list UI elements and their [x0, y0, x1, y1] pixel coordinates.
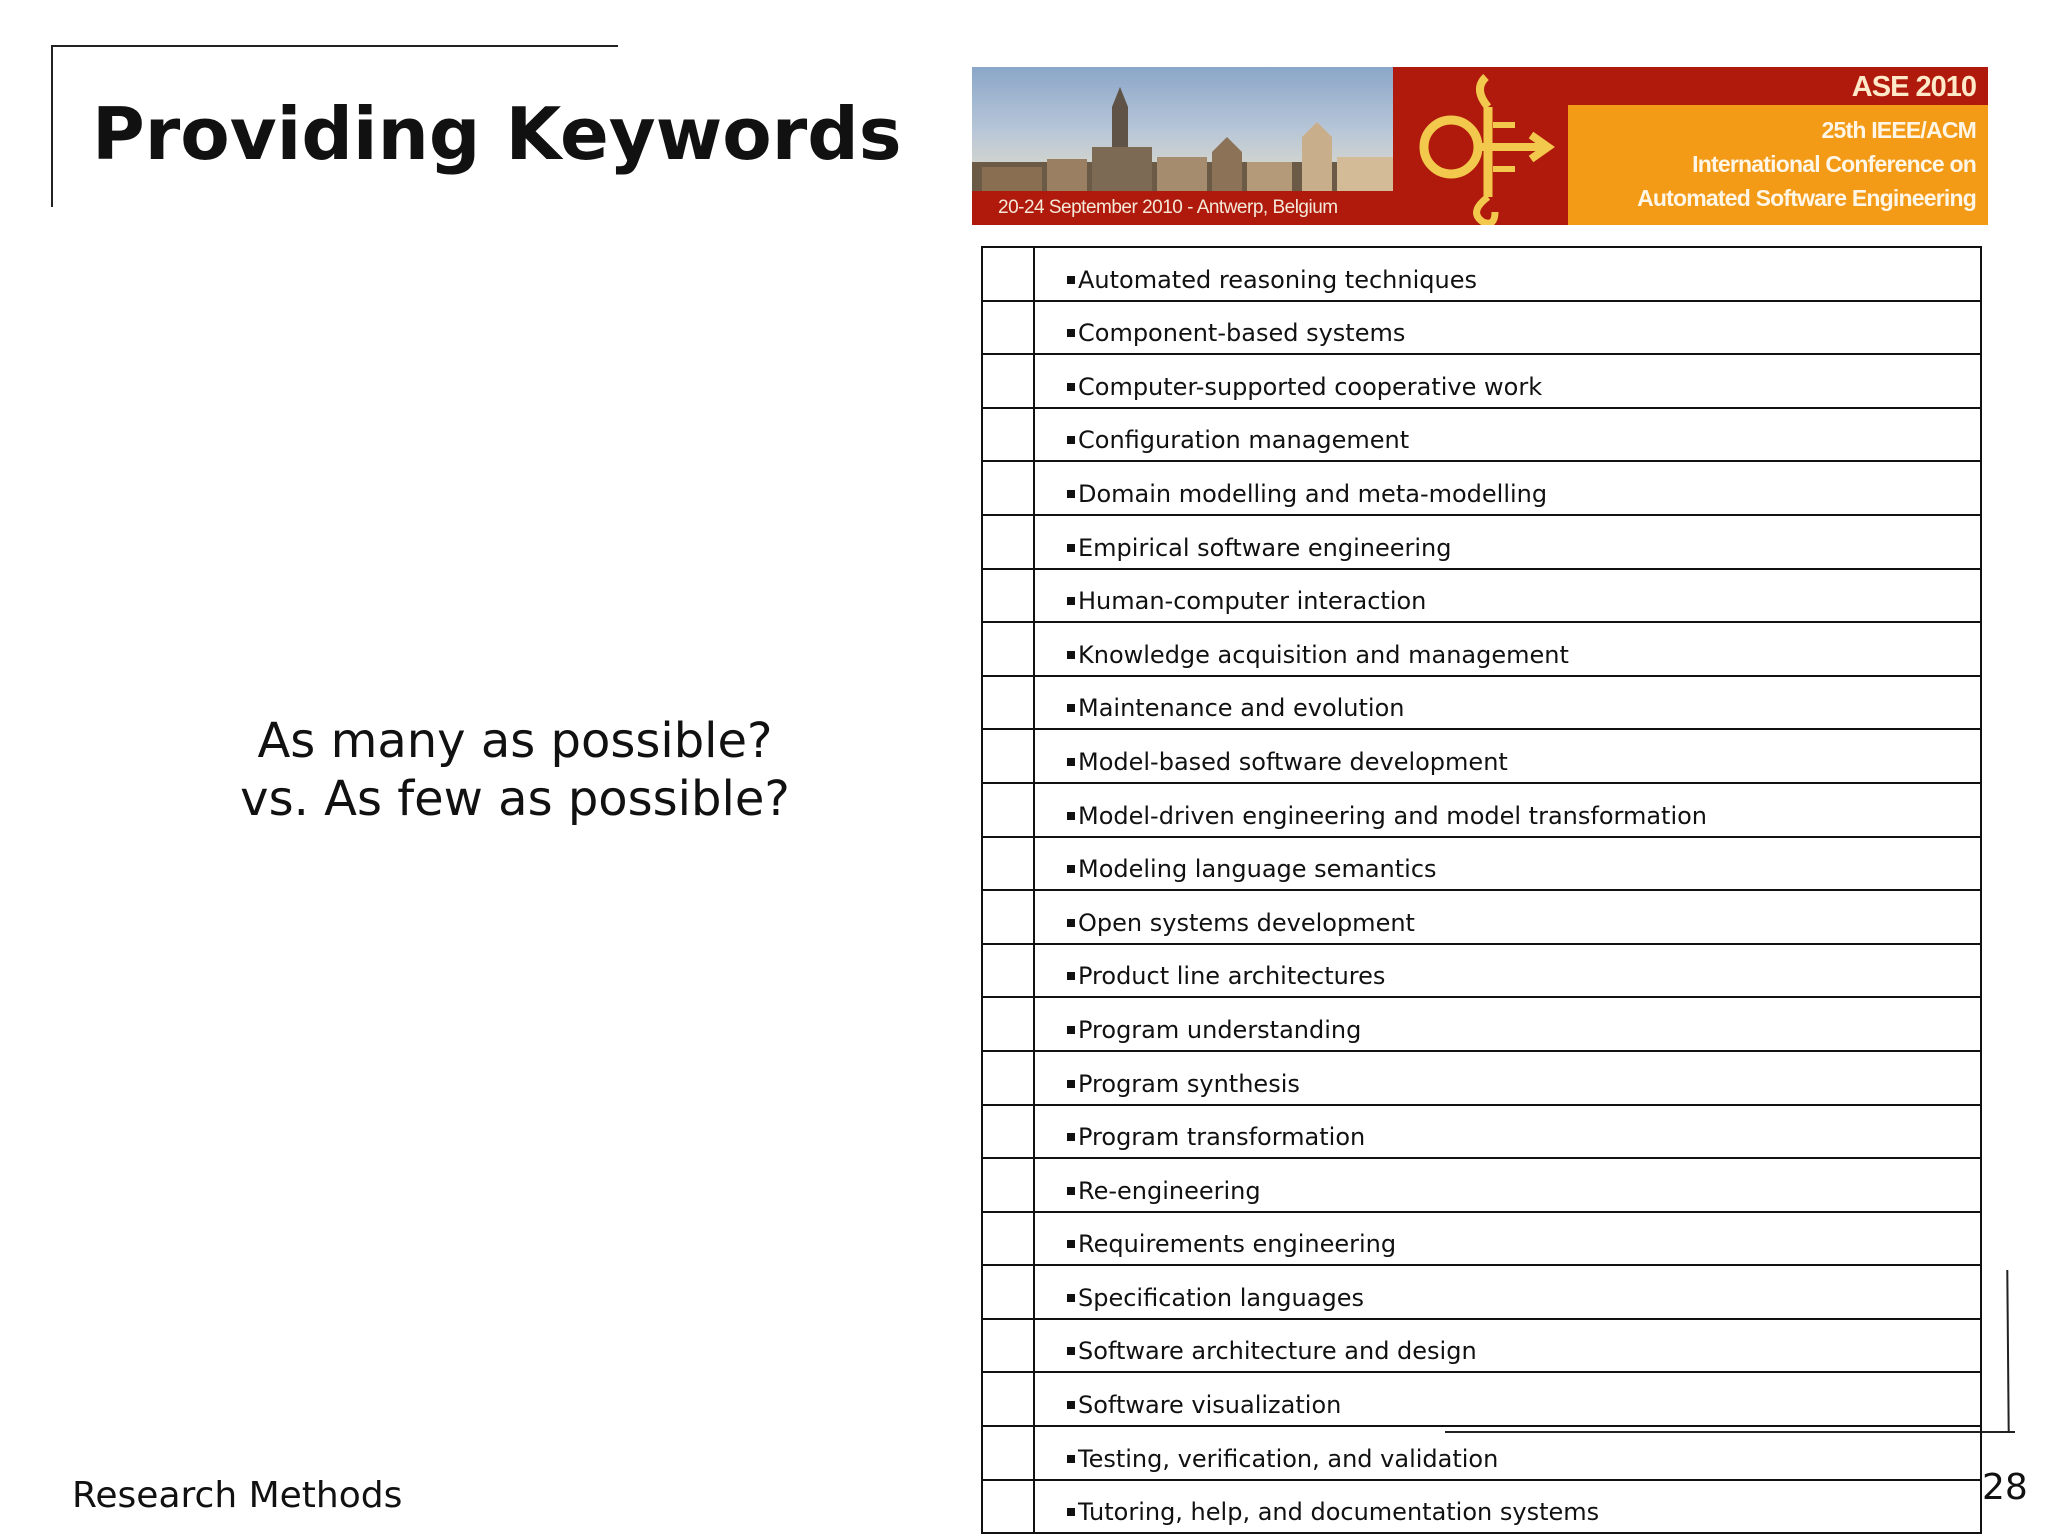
table-row [982, 1051, 1981, 1105]
table-cell-blank [982, 354, 1034, 408]
keyword-label: Product line architectures [1078, 962, 1386, 991]
table-cell-blank [982, 729, 1034, 783]
table-cell-keyword [1034, 247, 1981, 301]
keyword-label: Domain modelling and meta-modelling [1078, 479, 1548, 508]
table-cell-blank [982, 1051, 1034, 1105]
bullet-icon [1067, 972, 1075, 980]
bullet-icon [1067, 1455, 1075, 1463]
table-row [982, 301, 1981, 355]
table-cell-blank [982, 1105, 1034, 1159]
table-row [982, 997, 1981, 1051]
keyword-label: Model-based software development [1078, 747, 1508, 776]
table-cell-keyword [1034, 1051, 1981, 1105]
table-cell-blank [982, 837, 1034, 891]
table-row [982, 1105, 1981, 1159]
table-cell-keyword [1034, 408, 1981, 462]
table-cell-keyword [1034, 729, 1981, 783]
ase-logo-icon [1393, 67, 1568, 225]
question-line-1: As many as possible? [257, 713, 773, 769]
table-cell-keyword [1034, 515, 1981, 569]
keyword-label: Configuration management [1078, 426, 1410, 455]
table-cell-blank [982, 997, 1034, 1051]
table-cell-keyword [1034, 301, 1981, 355]
table-cell-keyword [1034, 1212, 1981, 1266]
table-cell-blank [982, 247, 1034, 301]
conference-line-2: International Conference on [1692, 151, 1976, 177]
table-row [982, 1158, 1981, 1212]
table-row [982, 1212, 1981, 1266]
keyword-label: Program synthesis [1078, 1069, 1300, 1098]
table-cell-keyword [1034, 1426, 1981, 1480]
table-cell-keyword [1034, 622, 1981, 676]
bullet-icon [1067, 1401, 1075, 1409]
bullet-icon [1067, 651, 1075, 659]
bullet-icon [1067, 1026, 1075, 1034]
bullet-icon [1067, 812, 1075, 820]
table-row [982, 461, 1981, 515]
table-cell-keyword [1034, 354, 1981, 408]
table-cell-blank [982, 890, 1034, 944]
bullet-icon [1067, 1080, 1075, 1088]
table-cell-blank [982, 622, 1034, 676]
keyword-label: Program transformation [1078, 1123, 1366, 1152]
bullet-icon [1067, 329, 1075, 337]
keyword-label: Component-based systems [1078, 319, 1406, 348]
table-row [982, 354, 1981, 408]
bullet-icon [1067, 919, 1075, 927]
table-row [982, 944, 1981, 998]
table-cell-blank [982, 569, 1034, 623]
table-row [982, 837, 1981, 891]
conference-short-name: ASE 2010 [1851, 71, 1976, 103]
bullet-icon [1067, 1240, 1075, 1248]
table-row [982, 1426, 1981, 1480]
table-cell-keyword [1034, 783, 1981, 837]
table-cell-keyword [1034, 944, 1981, 998]
slide-title: Providing Keywords [92, 92, 902, 176]
bullet-icon [1067, 436, 1075, 444]
ase-logo [1393, 67, 1568, 225]
conference-line-1: 25th IEEE/ACM [1821, 117, 1976, 143]
bullet-icon [1067, 1187, 1075, 1195]
table-cell-blank [982, 515, 1034, 569]
keyword-label: Specification languages [1078, 1283, 1364, 1312]
table-cell-blank [982, 1158, 1034, 1212]
table-cell-blank [982, 1480, 1034, 1534]
keyword-label: Modeling language semantics [1078, 855, 1437, 884]
table-cell-keyword [1034, 461, 1981, 515]
bullet-icon [1067, 1133, 1075, 1141]
bullet-icon [1067, 1347, 1075, 1355]
bullet-icon [1067, 383, 1075, 391]
table-cell-keyword [1034, 676, 1981, 730]
table-cell-keyword [1034, 1265, 1981, 1319]
bullet-icon [1067, 1508, 1075, 1516]
frame-corner-bottom-vertical [2006, 1270, 2009, 1433]
table-cell-blank [982, 301, 1034, 355]
conference-line-3: Automated Software Engineering [1637, 185, 1976, 211]
keyword-label: Software visualization [1078, 1391, 1342, 1420]
table-cell-keyword [1034, 890, 1981, 944]
table-cell-keyword [1034, 569, 1981, 623]
keyword-label: Re-engineering [1078, 1176, 1261, 1205]
question-text [180, 712, 850, 828]
keyword-label: Automated reasoning techniques [1078, 265, 1477, 294]
table-cell-blank [982, 1426, 1034, 1480]
table-row [982, 408, 1981, 462]
table-cell-blank [982, 783, 1034, 837]
keyword-label: Testing, verification, and validation [1078, 1444, 1499, 1473]
table-row [982, 729, 1981, 783]
table-cell-keyword [1034, 1105, 1981, 1159]
frame-corner-top-vertical [51, 45, 53, 207]
keyword-label: Computer-supported cooperative work [1078, 372, 1543, 401]
keyword-label: Program understanding [1078, 1015, 1362, 1044]
keyword-label: Knowledge acquisition and management [1078, 640, 1569, 669]
footer-course-name: Research Methods [72, 1475, 403, 1516]
keyword-label: Human-computer interaction [1078, 587, 1427, 616]
frame-corner-top [52, 45, 618, 47]
table-cell-blank [982, 1319, 1034, 1373]
conference-title-block [1568, 67, 1988, 225]
table-cell-blank [982, 1265, 1034, 1319]
bullet-icon [1067, 597, 1075, 605]
keyword-label: Model-driven engineering and model transformation [1078, 801, 1708, 830]
bullet-icon [1067, 704, 1075, 712]
table-cell-blank [982, 461, 1034, 515]
table-cell-blank [982, 1212, 1034, 1266]
question-line-2: vs. As few as possible? [240, 771, 790, 827]
table-cell-keyword [1034, 997, 1981, 1051]
bullet-icon [1067, 490, 1075, 498]
keywords-table [981, 246, 1982, 1534]
keyword-label: Software architecture and design [1078, 1337, 1477, 1366]
banner-date: 20-24 September 2010 - Antwerp, Belgium [998, 197, 1338, 218]
table-cell-blank [982, 676, 1034, 730]
table-row [982, 1480, 1981, 1534]
table-row [982, 569, 1981, 623]
table-cell-keyword [1034, 1319, 1981, 1373]
table-row [982, 515, 1981, 569]
table-cell-keyword [1034, 1480, 1981, 1534]
table-cell-keyword [1034, 1158, 1981, 1212]
keyword-label: Open systems development [1078, 908, 1415, 937]
keyword-label: Requirements engineering [1078, 1230, 1397, 1259]
page-number: 28 [1982, 1467, 2028, 1508]
keyword-label: Tutoring, help, and documentation systems [1078, 1498, 1600, 1527]
table-row [982, 1265, 1981, 1319]
antwerp-skyline-photo [972, 67, 1393, 225]
table-row [982, 247, 1981, 301]
table-row [982, 1319, 1981, 1373]
bullet-icon [1067, 544, 1075, 552]
bullet-icon [1067, 1294, 1075, 1302]
table-cell-blank [982, 408, 1034, 462]
conference-banner [972, 67, 1988, 225]
bullet-icon [1067, 276, 1075, 284]
bullet-icon [1067, 758, 1075, 766]
keyword-label: Empirical software engineering [1078, 533, 1452, 562]
table-row [982, 1372, 1981, 1426]
table-row [982, 622, 1981, 676]
table-row [982, 783, 1981, 837]
keywords-table-body [982, 247, 1981, 1533]
table-cell-keyword [1034, 837, 1981, 891]
table-row [982, 676, 1981, 730]
keyword-label: Maintenance and evolution [1078, 694, 1405, 723]
bullet-icon [1067, 865, 1075, 873]
table-cell-blank [982, 944, 1034, 998]
table-cell-keyword [1034, 1372, 1981, 1426]
table-cell-blank [982, 1372, 1034, 1426]
table-row [982, 890, 1981, 944]
